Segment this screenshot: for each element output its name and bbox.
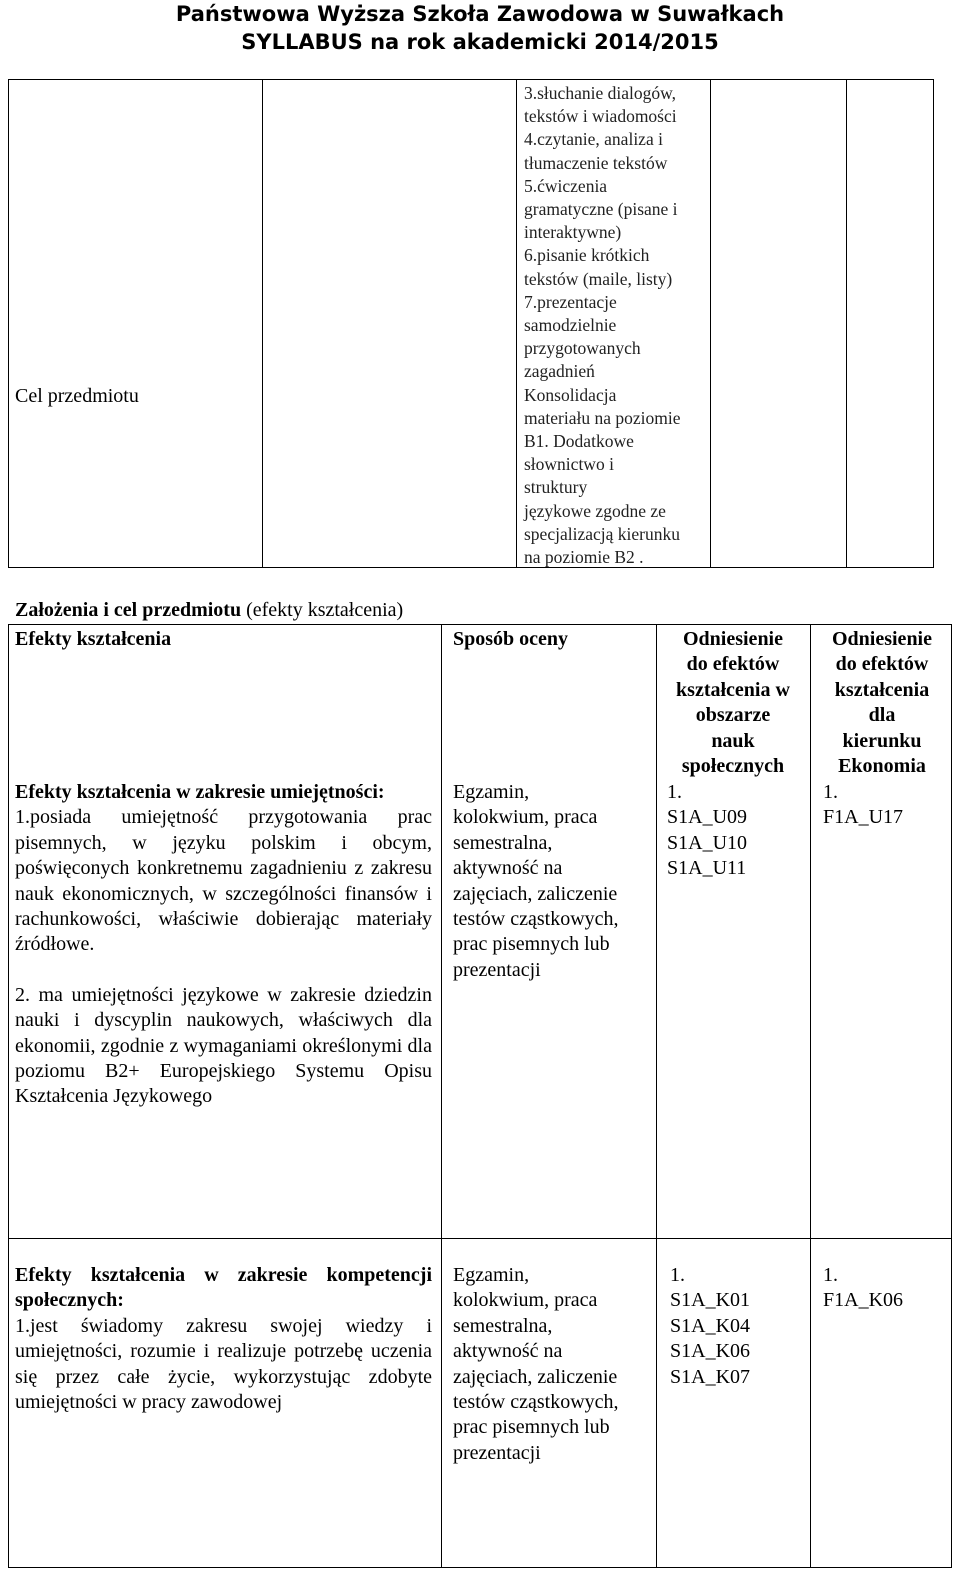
objective-row-label: Cel przedmiotu: [15, 385, 139, 407]
section-title: Założenia i cel przedmiotu (efekty kształcenia): [15, 599, 404, 621]
effects-table-divider-2: [656, 624, 657, 1568]
competences-effects: [15, 1263, 432, 1415]
header-ref-area: Odniesienie do efektów kształcenia w obszarze nauk społecznych: [676, 628, 790, 778]
header-effects: Efekty kształcenia: [15, 628, 172, 650]
skills-item-2: 2. ma umiejętności językowe w zakresie dziedzin nauki i dyscyplin naukowych, właściwych dla ekonomii, zgodnie z wymaganiami określonymi dla poziomu B2+ Europejskiego Systemu Opisu Kształcenia Językowego: [15, 983, 432, 1108]
skills-ref-field: 1. F1A_U17: [823, 781, 904, 829]
competences-ref-field: 1. F1A_K06: [823, 1264, 904, 1312]
skills-item-1: 1.posiada umiejętność przygotowania prac pisemnych, w języku polskim i obcym, poświęconych konkretnemu zagadnieniu z zakresu nauk ekonomicznych, w szczególności finansów i rachunkowości, właściwie dobierając materiały źródłowe.: [15, 806, 432, 956]
skills-method: Egzamin, kolokwium, praca semestralna, aktywność na zajęciach, zaliczenie testów cząstkowych, prac pisemnych lub prezentacji: [453, 781, 619, 981]
objective-table: [8, 79, 934, 568]
skills-title: Efekty kształcenia w zakresie umiejętności:: [15, 781, 385, 803]
skills-ref-area: 1. S1A_U09 S1A_U10 S1A_U11: [667, 781, 748, 880]
effects-table-divider-3: [810, 624, 811, 1568]
institution-title: Państwowa Wyższa Szkoła Zawodowa w Suwałkach: [175, 2, 785, 26]
objective-table-divider-2: [516, 79, 517, 568]
objective-content: 3.słuchanie dialogów, tekstów i wiadomości 4.czytanie, analiza i tłumaczenie tekstów 5.ćwiczenia gramatyczne (pisane i interaktywne) 6.pisanie krótkich tekstów (maile, listy) 7.prezentacje samodzielnie przygotowanych zagadnień Konsolidacja materiału na poziomie B1. Dodatkowe słownictwo i struktury językowe zgodne ze specjalizacją kierunku na poziomie B2 .: [524, 83, 681, 568]
header-method: Sposób oceny: [453, 628, 569, 650]
effects-table-divider-1: [441, 624, 442, 1568]
objective-table-divider-4: [846, 79, 847, 568]
competences-method: Egzamin, kolokwium, praca semestralna, aktywność na zajęciach, zaliczenie testów cząstkowych, prac pisemnych lub prezentacji: [453, 1264, 619, 1464]
objective-table-divider-1: [262, 79, 263, 568]
header-ref-field: Odniesienie do efektów kształcenia dla kierunku Ekonomia: [831, 628, 932, 778]
skills-effects: [15, 780, 432, 1110]
competences-title: Efekty kształcenia w zakresie kompetencji społecznych:: [15, 1264, 432, 1312]
objective-table-divider-3: [710, 79, 711, 568]
syllabus-title: SYLLABUS na rok akademicki 2014/2015: [241, 30, 719, 54]
competences-ref-area: 1. S1A_K01 S1A_K04 S1A_K06 S1A_K07: [670, 1264, 751, 1388]
competences-item-1: 1.jest świadomy zakresu swojej wiedzy i umiejętności, rozumie i realizuje potrzebę uczenia się przez całe życie, wykorzystując zdobyte umiejętności w pracy zawodowej: [15, 1314, 432, 1414]
effects-table-row-separator: [8, 1238, 952, 1239]
